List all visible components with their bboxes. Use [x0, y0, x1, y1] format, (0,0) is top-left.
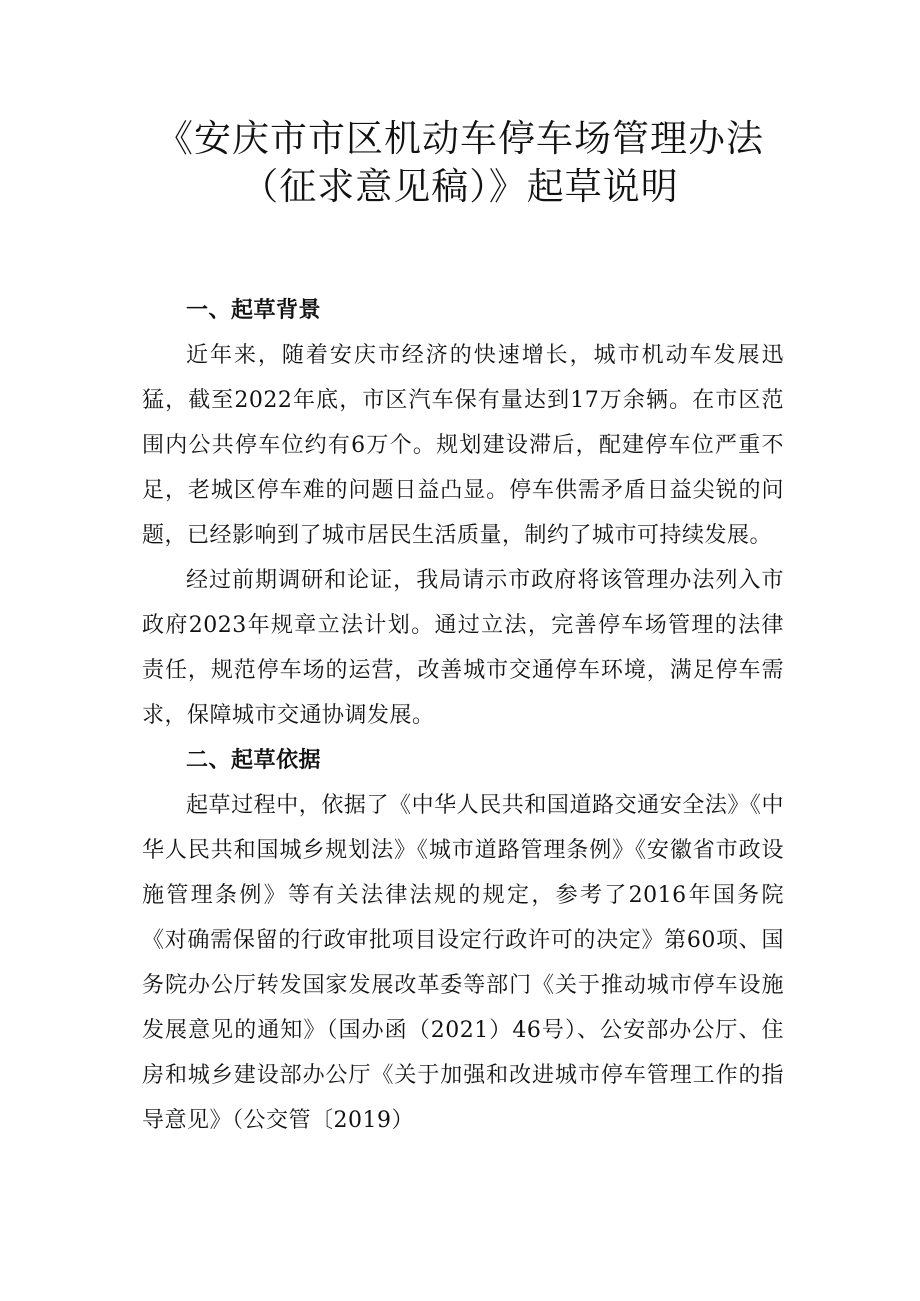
document-title-line-2: （征求意见稿）》起草说明: [241, 165, 679, 208]
section-heading-basis: 二、起草依据: [186, 748, 322, 773]
paragraph-background-1: 近年来，随着安庆市经济的快速增长，城市机动车发展迅猛，截至2022年底，市区汽车保有量达到17万余辆。在市区范围内公共停车位约有6万个。规划建设滞后，配建停车位严重不足，老城区停车难的问题日益凸显。停车供需矛盾日益尖锐的问题，已经影响到了城市居民生活质量，制约了城市可持续发展。: [142, 343, 784, 548]
document-body: [142, 288, 784, 1143]
paragraph-basis-1: 起草过程中，依据了《中华人民共和国道路交通安全法》《中华人民共和国城乡规划法》《城市道路管理条例》《安徽省市政设施管理条例》等有关法律法规的规定，参考了2016年国务院《对确需保留的行政审批项目设定行政许可的决定》第60项、国务院办公厅转发国家发展改革委等部门《关于推动城市停车设施发展意见的通知》（国办函（2021）46号）、公安部办公厅、住房和城乡建设部办公厅《关于加强和改进城市停车管理工作的指导意见》（公交管〔2019）: [142, 793, 784, 1133]
paragraph-background-2: 经过前期调研和论证，我局请示市政府将该管理办法列入市政府2023年规章立法计划。通过立法，完善停车场管理的法律责任，规范停车场的运营，改善城市交通停车环境，满足停车需求，保障城市交通协调发展。: [142, 568, 784, 728]
section-heading-background: 一、起草背景: [186, 298, 322, 323]
document-title-line-1: 《安庆市市区机动车停车场管理办法: [156, 117, 764, 160]
